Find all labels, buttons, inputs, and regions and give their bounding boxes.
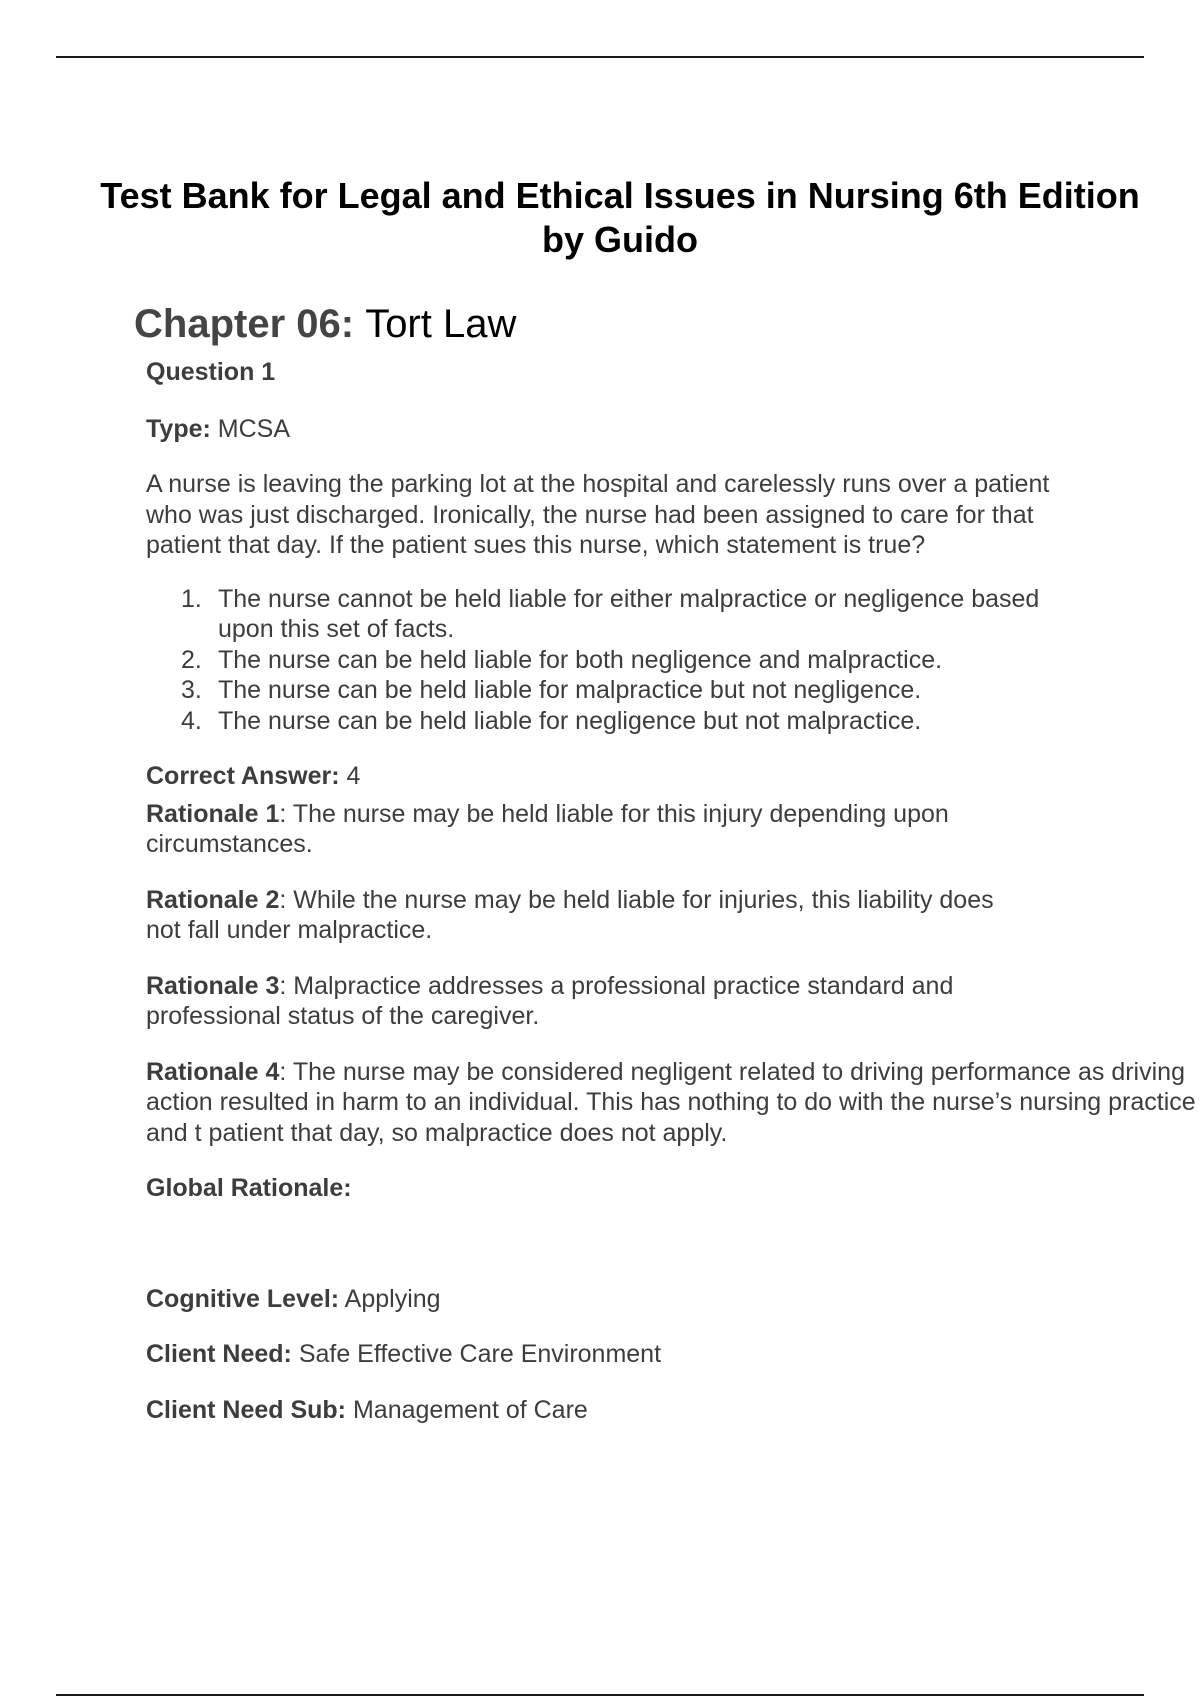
- chapter-name: Tort Law: [365, 302, 517, 346]
- correct-answer-label: Correct Answer:: [146, 762, 340, 790]
- rationale-label: Rationale 1: [146, 799, 280, 828]
- rationale-3: [146, 971, 1026, 1032]
- question-stem: A nurse is leaving the parking lot at the hospital and carelessly runs over a patient who was just discharged. Ironically, the nurse had been assigned to care for that patient that day. If the patient sues this nurse, which statement is true?: [146, 470, 1050, 559]
- answer-option: The nurse can be held liable for both negligence and malpractice.: [218, 645, 943, 674]
- question-type: [146, 414, 1200, 445]
- rationale-label: Rationale 3: [146, 971, 280, 1000]
- document-title: Test Bank for Legal and Ethical Issues in Nursing 6th Edition by Guido: [100, 175, 1140, 260]
- type-label: Type:: [146, 414, 211, 443]
- rationale-text: : While the nurse may be held liable for injuries, this liability does not fall under malpractice.: [146, 885, 994, 944]
- rationale-1: [146, 799, 1026, 860]
- type-value: MCSA: [217, 414, 291, 443]
- cognitive-level: [146, 1284, 1200, 1315]
- question-block: [146, 357, 1200, 1450]
- answer-option: The nurse cannot be held liable for either malpractice or negligence based upon this set of facts.: [218, 584, 1040, 643]
- correct-answer-value: 4: [346, 762, 361, 790]
- client-need-sub: [146, 1395, 1200, 1426]
- question-heading: Question 1: [146, 358, 276, 386]
- client-need-label: Client Need:: [146, 1340, 292, 1368]
- rationale-text: : Malpractice addresses a professional practice standard and professional status of the caregiver.: [146, 971, 954, 1030]
- chapter-heading: [134, 300, 516, 348]
- global-rationale-label: Global Rationale:: [146, 1174, 352, 1202]
- rationale-text: : The nurse may be considered negligent related to driving performance as driving action resulted in harm to an individual. This has nothing to do with the nurse’s nursing practice and t patient that day, so malpractice does not apply.: [146, 1057, 1196, 1147]
- correct-answer: [146, 761, 1200, 792]
- client-need: [146, 1339, 1200, 1370]
- chapter-label: Chapter 06:: [134, 302, 355, 346]
- cognitive-level-label: Cognitive Level:: [146, 1284, 340, 1313]
- rationale-text: : The nurse may be held liable for this injury depending upon circumstances.: [146, 799, 949, 858]
- answer-option: The nurse can be held liable for negligence but not malpractice.: [218, 706, 922, 735]
- client-need-sub-label: Client Need Sub:: [146, 1395, 347, 1424]
- answer-option: The nurse can be held liable for malpractice but not negligence.: [218, 676, 922, 704]
- client-need-sub-value: Management of Care: [352, 1395, 588, 1424]
- rationale-label: Rationale 4: [146, 1057, 280, 1086]
- client-need-value: Safe Effective Care Environment: [298, 1340, 662, 1368]
- rationale-label: Rationale 2: [146, 885, 280, 914]
- cognitive-level-value: Applying: [344, 1284, 441, 1313]
- footer-rule: [56, 1694, 1144, 1696]
- answer-options: [146, 584, 1098, 737]
- rationale-2: [146, 885, 1026, 946]
- rationale-4: [146, 1057, 1200, 1149]
- header-rule: [56, 56, 1144, 58]
